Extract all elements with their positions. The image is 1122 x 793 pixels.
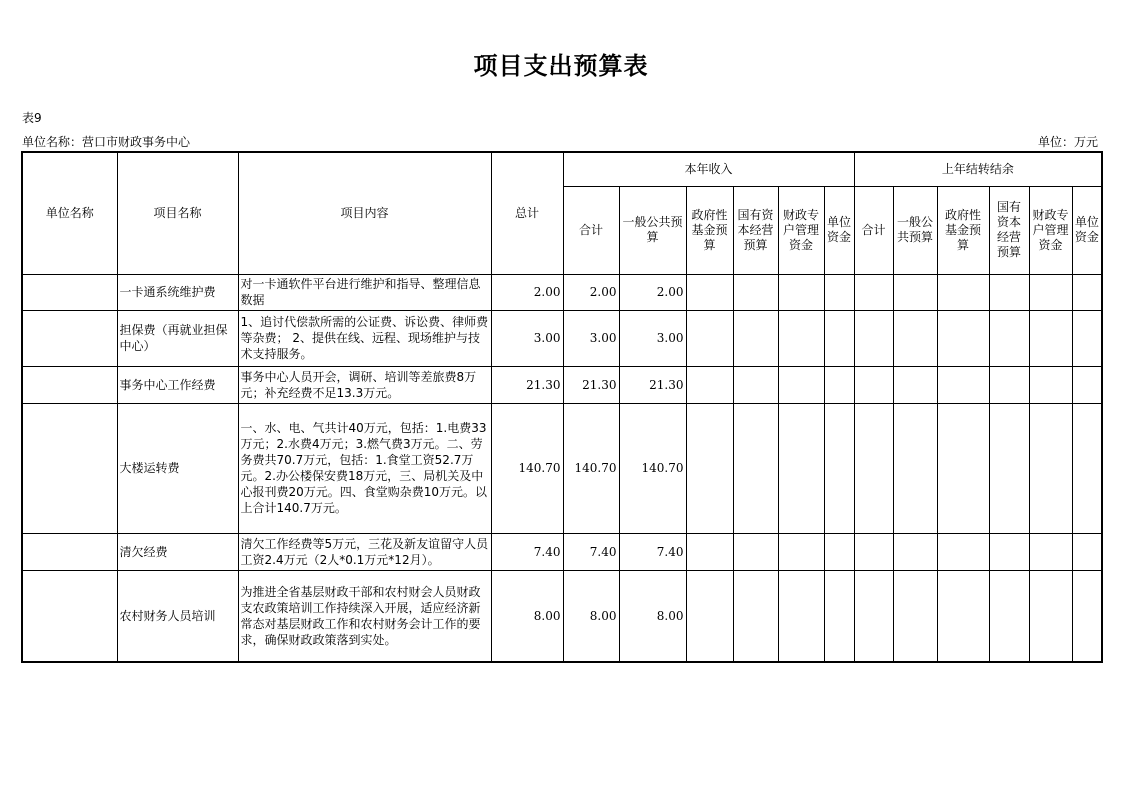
row-total: 7.40 — [491, 533, 563, 570]
row-income-sum: 3.00 — [563, 310, 619, 366]
row-total: 140.70 — [491, 403, 563, 533]
row-income-sum: 140.70 — [563, 403, 619, 533]
row-unit — [22, 403, 117, 533]
row-total: 8.00 — [491, 570, 563, 662]
header-unit-name: 单位名称 — [22, 152, 117, 274]
header-current-income: 本年收入 — [563, 152, 854, 186]
table-row — [22, 533, 1102, 570]
page-title: 项目支出预算表 — [473, 52, 649, 80]
row-project-name: 担保费（再就业担保中心） — [117, 310, 238, 366]
header-income-sum: 合计 — [563, 186, 619, 274]
table-row — [22, 403, 1102, 533]
row-unit — [22, 533, 117, 570]
row-income-general: 3.00 — [619, 310, 686, 366]
row-project-name: 农村财务人员培训 — [117, 570, 238, 662]
header-prior-sum: 合计 — [854, 186, 893, 274]
header-income-unit-fund: 单位资金 — [824, 186, 854, 274]
header-project-name: 项目名称 — [117, 152, 238, 274]
row-unit — [22, 310, 117, 366]
row-total: 2.00 — [491, 274, 563, 310]
row-project-name: 事务中心工作经费 — [117, 366, 238, 403]
row-unit — [22, 366, 117, 403]
row-total: 21.30 — [491, 366, 563, 403]
row-project-content: 一、水、电、气共计40万元，包括：1.电费33万元；2.水费4万元；3.燃气费3万元。二、劳务费共70.7万元，包括：1.食堂工资52.7万元。2.办公楼保安费18万元，三、局机关及中心报刊费20万元。四、食堂购杂费10万元。以上合计140.7万元。 — [238, 403, 491, 533]
table-row — [22, 310, 1102, 366]
currency-unit-label: 单位：万元 — [1037, 135, 1098, 149]
row-income-general: 7.40 — [619, 533, 686, 570]
table-row — [22, 366, 1102, 403]
header-prior-unit-fund: 单位资金 — [1072, 186, 1102, 274]
row-project-content: 对一卡通软件平台进行维护和指导、整理信息数据 — [238, 274, 491, 310]
header-prior-gov-fund: 政府性基金预算 — [937, 186, 989, 274]
row-income-general: 8.00 — [619, 570, 686, 662]
row-income-sum: 2.00 — [563, 274, 619, 310]
table-row — [22, 274, 1102, 310]
row-project-name: 清欠经费 — [117, 533, 238, 570]
header-prior-carryover: 上年结转结余 — [854, 152, 1102, 186]
table-number: 表9 — [22, 111, 42, 125]
unit-name-label: 单位名称：营口市财政事务中心 — [22, 135, 191, 149]
row-unit — [22, 570, 117, 662]
header-income-state-capital: 国有资本经营预算 — [733, 186, 778, 274]
row-project-content: 清欠工作经费等5万元，三花及新友谊留守人员工资2.4万元（2人*0.1万元*12月）。 — [238, 533, 491, 570]
header-income-general: 一般公共预算 — [619, 186, 686, 274]
budget-table — [21, 151, 1103, 663]
row-project-name: 一卡通系统维护费 — [117, 274, 238, 310]
header-project-content: 项目内容 — [238, 152, 491, 274]
row-total: 3.00 — [491, 310, 563, 366]
row-unit — [22, 274, 117, 310]
table-row — [22, 570, 1102, 662]
header-prior-fiscal-special: 财政专户管理资金 — [1029, 186, 1072, 274]
row-income-general: 140.70 — [619, 403, 686, 533]
row-income-sum: 21.30 — [563, 366, 619, 403]
row-income-sum: 8.00 — [563, 570, 619, 662]
header-prior-state-capital: 国有资本经营预算 — [989, 186, 1029, 274]
row-project-content: 事务中心人员开会，调研、培训等差旅费8万元；补充经费不足13.3万元。 — [238, 366, 491, 403]
row-income-general: 2.00 — [619, 274, 686, 310]
row-project-content: 为推进全省基层财政干部和农村财会人员财政支农政策培训工作持续深入开展，适应经济新常态对基层财政工作和农村财务会计工作的要求，确保财政政策落到实处。 — [238, 570, 491, 662]
row-project-name: 大楼运转费 — [117, 403, 238, 533]
row-project-content: 1、追讨代偿款所需的公证费、诉讼费、律师费等杂费； 2、提供在线、远程、现场维护与技术支持服务。 — [238, 310, 491, 366]
header-total: 总计 — [491, 152, 563, 274]
header-prior-general: 一般公共预算 — [893, 186, 937, 274]
row-income-sum: 7.40 — [563, 533, 619, 570]
header-income-fiscal-special: 财政专户管理资金 — [778, 186, 824, 274]
row-income-general: 21.30 — [619, 366, 686, 403]
header-income-gov-fund: 政府性基金预算 — [686, 186, 733, 274]
